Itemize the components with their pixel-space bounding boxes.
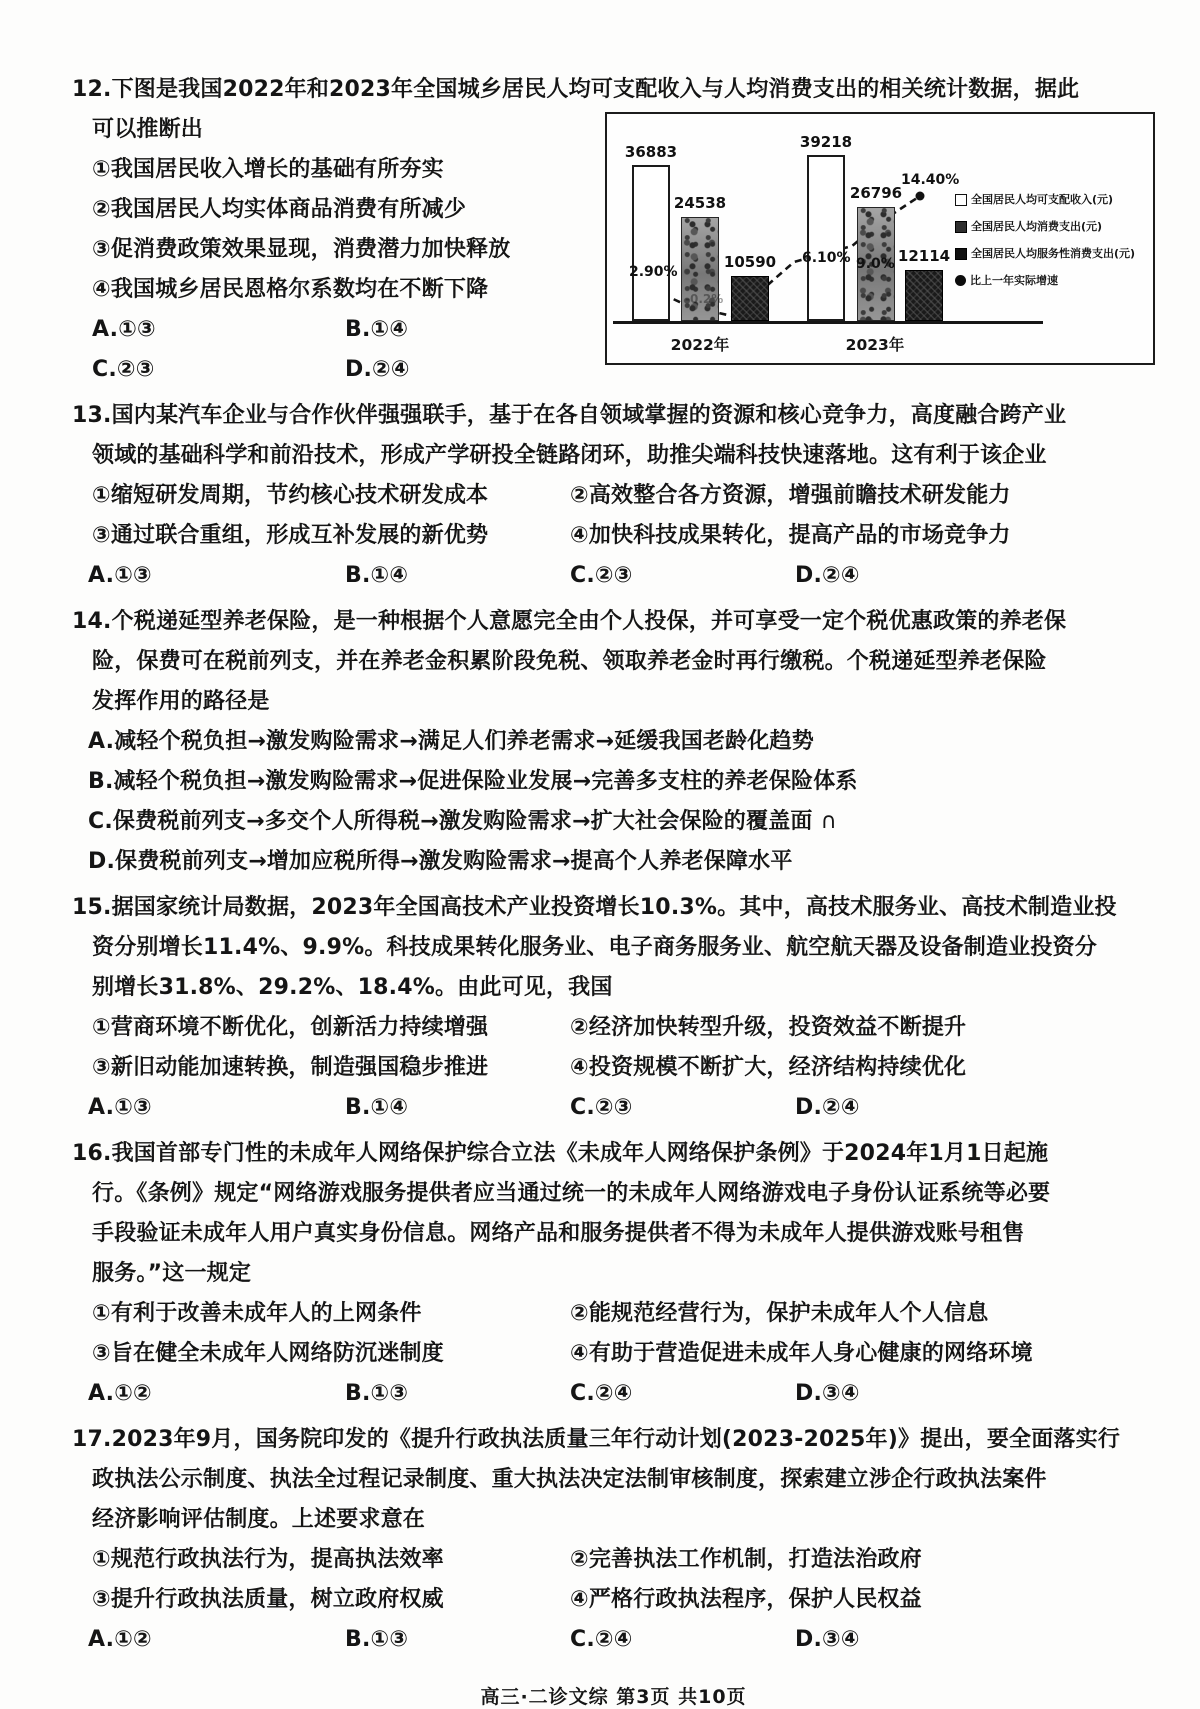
bar-value-label: 26796 <box>849 184 903 202</box>
bar-value-label: 24538 <box>673 194 727 212</box>
q12-body <box>72 110 1155 390</box>
q12-option-1: ①我国居民收入增长的基础有所夯实 <box>92 157 444 182</box>
q13-option-row-1 <box>72 476 1155 516</box>
chart-bar <box>897 247 951 321</box>
legend-label: 全国居民人均消费支出(元) <box>971 220 1103 233</box>
legend-label: 比上一年实际增速 <box>970 274 1058 287</box>
legend-swatch-icon <box>955 221 967 233</box>
q12-answer-C: C.②③ <box>92 357 155 382</box>
q12-text-column <box>72 110 605 390</box>
q13-answer-B: B.①④ <box>345 563 409 588</box>
chart-bar <box>723 253 777 321</box>
q13-answer-D: D.②④ <box>795 563 860 588</box>
q14-option-B: B.减轻个税负担→激发购险需求→促进保险业发展→完善多支柱的养老保险体系 <box>88 769 858 794</box>
q16-option-3: ③旨在健全未成年人网络防沉迷制度 <box>92 1341 444 1366</box>
q12-option-4: ④我国城乡居民恩格尔系数均在不断下降 <box>92 277 489 302</box>
q14-option-C: C.保费税前列支→多交个人所得税→激发购险需求→扩大社会保险的覆盖面 <box>88 809 813 834</box>
q12-answer-row-1 <box>72 310 605 350</box>
question-14 <box>72 602 1155 882</box>
growth-rate-annotation: 2.90% <box>629 264 678 280</box>
q15-answer-D: D.②④ <box>795 1095 860 1120</box>
question-16 <box>72 1134 1155 1414</box>
q16-stem-line2: 行。《条例》规定“网络游戏服务提供者应当通过统一的未成年人网络游戏电子身份认证系统等必要 <box>92 1181 1051 1206</box>
legend-entry <box>955 186 1151 213</box>
q13-answer-row <box>72 556 1155 596</box>
q13-option-2: ②高效整合各方资源，增强前瞻技术研发能力 <box>570 483 1011 508</box>
q12-option-2: ②我国居民人均实体商品消费有所减少 <box>92 197 467 222</box>
q16-answer-C: C.②④ <box>570 1381 633 1406</box>
q15-stem-line2: 资分别增长11.4%、9.9%。科技成果转化服务业、电子商务服务业、航空航天器及设备制造业投资分 <box>92 935 1097 960</box>
q16-answer-B: B.①③ <box>345 1381 409 1406</box>
q15-answer-C: C.②③ <box>570 1095 633 1120</box>
q15-stem-line3: 别增长31.8%、29.2%、18.4%。由此可见，我国 <box>92 975 613 1000</box>
q14-option-A: A.减轻个税负担→激发购险需求→满足人们养老需求→延缓我国老龄化趋势 <box>88 729 814 754</box>
q17-option-1: ①规范行政执法行为，提高执法效率 <box>92 1547 444 1572</box>
q12-stem-line2: 可以推断出 <box>92 117 204 142</box>
q13-option-3: ③通过联合重组，形成互补发展的新优势 <box>92 523 489 548</box>
q14-option-C-row <box>72 802 1155 842</box>
growth-rate-annotation: 9.0% <box>856 256 895 272</box>
q13-stem-line2: 领域的基础科学和前沿技术，形成产学研投全链路闭环，助推尖端科技快速落地。这有利于该企业 <box>92 443 1047 468</box>
q16-answer-D: D.③④ <box>795 1381 860 1406</box>
q17-option-row-1 <box>72 1540 1155 1580</box>
legend-entry <box>955 240 1151 267</box>
q15-option-row-2 <box>72 1048 1155 1088</box>
q15-answer-A: A.①③ <box>88 1095 152 1120</box>
growth-rate-annotation: 14.40% <box>901 172 960 188</box>
q16-option-4: ④有助于营造促进未成年人身心健康的网络环境 <box>570 1341 1033 1366</box>
q17-answer-A: A.①② <box>88 1627 152 1652</box>
q17-stem-line2: 政执法公示制度、执法全过程记录制度、重大执法决定法制审核制度，探索建立涉企行政执法案件 <box>92 1467 1047 1492</box>
q12-answer-A: A.①③ <box>92 317 156 342</box>
q14-option-D: D.保费税前列支→增加应税所得→激发购险需求→提高个人养老保障水平 <box>88 849 793 874</box>
q17-answer-row <box>72 1620 1155 1660</box>
q16-stem-line3: 手段验证未成年人用户真实身份信息。网络产品和服务提供者不得为未成年人提供游戏账号租售 <box>92 1221 1025 1246</box>
growth-rate-annotation: 6.10% <box>802 250 851 266</box>
q14-stem-line1: 14.个税递延型养老保险，是一种根据个人意愿完全由个人投保，并可享受一定个税优惠政策的养老保 <box>72 609 1067 634</box>
legend-entry <box>955 213 1151 240</box>
legend-swatch-icon <box>955 248 967 260</box>
q16-stem-line4: 服务。”这一规定 <box>92 1261 252 1286</box>
q12-answer-D: D.②④ <box>345 357 410 382</box>
chart-bar <box>624 143 678 321</box>
q13-answer-A: A.①③ <box>88 563 152 588</box>
q16-option-2: ②能规范经营行为，保护未成年人个人信息 <box>570 1301 989 1326</box>
q15-option-row-1 <box>72 1008 1155 1048</box>
q16-answer-row <box>72 1374 1155 1414</box>
question-17 <box>72 1420 1155 1660</box>
q13-option-row-2 <box>72 516 1155 556</box>
legend-swatch-icon <box>955 194 967 206</box>
q17-option-4: ④严格行政执法程序，保护人民权益 <box>570 1587 922 1612</box>
q12-answer-B: B.①④ <box>345 317 409 342</box>
q17-option-row-2 <box>72 1580 1155 1620</box>
legend-entry <box>955 267 1151 294</box>
q13-answer-C: C.②③ <box>570 563 633 588</box>
question-12 <box>72 70 1155 390</box>
q17-stem-line3: 经济影响评估制度。上述要求意在 <box>92 1507 426 1532</box>
q13-option-4: ④加快科技成果转化，提高产品的市场竞争力 <box>570 523 1011 548</box>
q15-option-1: ①营商环境不断优化，创新活力持续增强 <box>92 1015 489 1040</box>
legend-label: 全国居民人均可支配收入(元) <box>971 193 1114 206</box>
q13-option-1: ①缩短研发周期，节约核心技术研发成本 <box>92 483 489 508</box>
q15-stem-line1: 15.据国家统计局数据，2023年全国高技术产业投资增长10.3%。其中，高技术服务业、高技术制造业投 <box>72 895 1117 920</box>
bar-value-label: 39218 <box>799 133 853 151</box>
q15-answer-row <box>72 1088 1155 1128</box>
legend-label: 全国居民人均服务性消费支出(元) <box>971 247 1136 260</box>
q17-stem-line1: 17.2023年9月，国务院印发的《提升行政执法质量三年行动计划(2023-2025年)》提出，要全面落实行 <box>72 1427 1121 1452</box>
bar-value-label: 10590 <box>723 253 777 271</box>
q16-option-row-1 <box>72 1294 1155 1334</box>
q16-option-1: ①有利于改善未成年人的上网条件 <box>92 1301 422 1326</box>
q15-option-3: ③新旧动能加速转换，制造强国稳步推进 <box>92 1055 489 1080</box>
q17-option-2: ②完善执法工作机制，打造法治政府 <box>570 1547 922 1572</box>
q12-answer-row-2 <box>72 350 605 390</box>
q15-option-2: ②经济加快转型升级，投资效益不断提升 <box>570 1015 967 1040</box>
q17-answer-D: D.③④ <box>795 1627 860 1652</box>
q15-answer-B: B.①④ <box>345 1095 409 1120</box>
q12-option-3: ③促消费政策效果显现，消费潜力加快释放 <box>92 237 511 262</box>
q14-stem-line2: 险，保费可在税前列支，并在养老金积累阶段免税、领取养老金时再行缴税。个税递延型养老保险 <box>92 649 1047 674</box>
q14-stem-line3: 发挥作用的路径是 <box>92 689 270 714</box>
q12-stem-line1: 12.下图是我国2022年和2023年全国城乡居民人均可支配收入与人均消费支出的相关统计数据，据此 <box>72 77 1080 102</box>
q12-statistics-chart <box>605 112 1155 365</box>
q17-answer-B: B.①③ <box>345 1627 409 1652</box>
q16-stem-line1: 16.我国首部专门性的未成年人网络保护综合立法《未成年人网络保护条例》于2024年1月1日起施 <box>72 1141 1049 1166</box>
bar-value-label: 36883 <box>624 143 678 161</box>
q13-stem-line1: 13.国内某汽车企业与合作伙伴强强联手，基于在各自领域掌握的资源和核心竞争力，高度融合跨产业 <box>72 403 1067 428</box>
x-axis-label: 2023年 <box>845 336 905 354</box>
x-axis-label: 2022年 <box>670 336 730 354</box>
question-13 <box>72 396 1155 596</box>
chart-legend <box>955 186 1151 294</box>
bar-value-label: 12114 <box>897 247 951 265</box>
growth-rate-annotation: -0.2% <box>685 292 724 306</box>
q17-option-3: ③提升行政执法质量，树立政府权威 <box>92 1587 444 1612</box>
chart-bar <box>799 133 853 321</box>
q17-answer-C: C.②④ <box>570 1627 633 1652</box>
q16-answer-A: A.①② <box>88 1381 152 1406</box>
q15-option-4: ④投资规模不断扩大，经济结构持续优化 <box>570 1055 967 1080</box>
question-15 <box>72 888 1155 1128</box>
q14-stray-pen-mark: ∩ <box>820 809 837 834</box>
q16-option-row-2 <box>72 1334 1155 1374</box>
page-footer: 高三·二诊文综 第3页 共10页 <box>480 1686 747 1708</box>
legend-swatch-icon <box>955 275 966 286</box>
